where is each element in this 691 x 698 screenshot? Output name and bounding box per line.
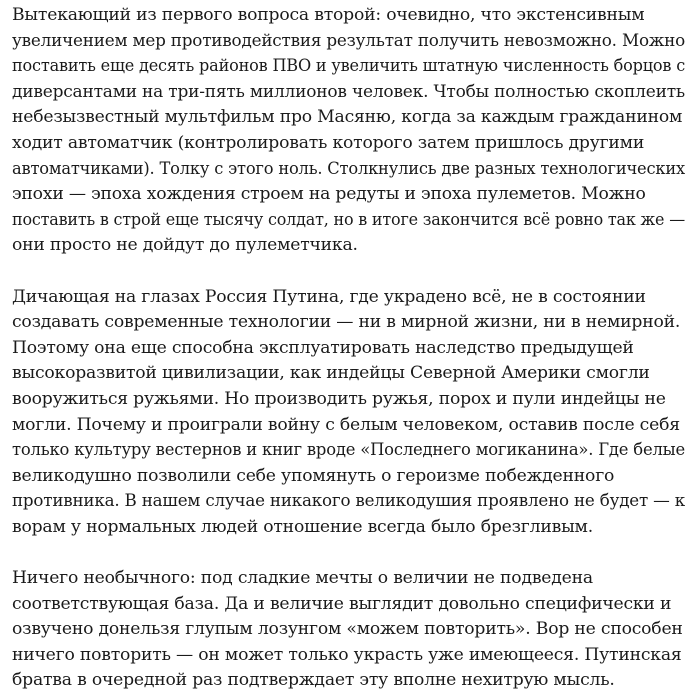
text-line: небезызвестный мультфильм про Масяню, когда за каждым гражданином bbox=[12, 107, 683, 128]
text-line: могли. Почему и проиграли войну с белым человеком, оставив после себя bbox=[12, 414, 680, 435]
text-line: только культуру вестернов и книг вроде «Последнего могиканина». Где белые bbox=[12, 440, 686, 461]
text-line: Дичающая на глазах Россия Путина, где украдено всё, не в состоянии bbox=[12, 286, 646, 307]
text-line: братва в очередной раз подтверждает эту вполне нехитрую мысль. bbox=[12, 670, 615, 691]
text-line: Поэтому она еще способна эксплуатировать наследство предыдущей bbox=[12, 337, 634, 358]
text-line: ничего повторить — он может только украсть уже имеющееся. Путинская bbox=[12, 644, 682, 665]
text-line: поставить еще десять районов ПВО и увеличить штатную численность борцов с bbox=[12, 56, 686, 77]
text-line: Вытекающий из первого вопроса второй: очевидно, что экстенсивным bbox=[12, 5, 645, 25]
text-line: эпохи — эпоха хождения строем на редуты и эпоха пулеметов. Можно bbox=[12, 184, 646, 205]
text-line: диверсантами на три-пять миллионов человек. Чтобы полностью скоплеить bbox=[12, 81, 685, 102]
paragraph-3 bbox=[12, 566, 685, 694]
text-line: ходит автоматчик (контролировать которого затем пришлось другими bbox=[12, 132, 645, 153]
text-line: великодушно позволили себе упомянуть о героизме побежденного bbox=[12, 465, 615, 486]
text-line: поставить в строй еще тысячу солдат, но в итоге закончится всё ровно так же — bbox=[12, 209, 685, 230]
text-line: они просто не дойдут до пулеметчика. bbox=[12, 235, 358, 256]
text-line: противника. В нашем случае никакого великодушия проявлено не будет — к bbox=[12, 491, 685, 512]
paragraph-2 bbox=[12, 285, 685, 541]
text-line: высокоразвитой цивилизации, как индейцы Северной Америки смогли bbox=[12, 363, 650, 384]
text-line: увеличением мер противодействия результат получить невозможно. Можно bbox=[12, 30, 685, 51]
text-line: ворам у нормальных людей отношение всегда было брезгливым. bbox=[12, 516, 593, 537]
text-line: вооружиться ружьями. Но производить ружья, порох и пули индейцы не bbox=[12, 388, 666, 409]
text-line: создавать современные технологии — ни в мирной жизни, ни в немирной. bbox=[12, 312, 681, 333]
text-line: соответствующая база. Да и величие выглядит довольно специфически и bbox=[12, 593, 672, 614]
text-line: автоматчиками). Толку с этого ноль. Столкнулись две разных технологических bbox=[12, 158, 685, 179]
text-line: Ничего необычного: под сладкие мечты о величии не подведена bbox=[12, 568, 593, 589]
paragraph-1 bbox=[12, 3, 685, 259]
text-line: озвучено донельзя глупым лозунгом «можем повторить». Вор не способен bbox=[12, 619, 683, 640]
